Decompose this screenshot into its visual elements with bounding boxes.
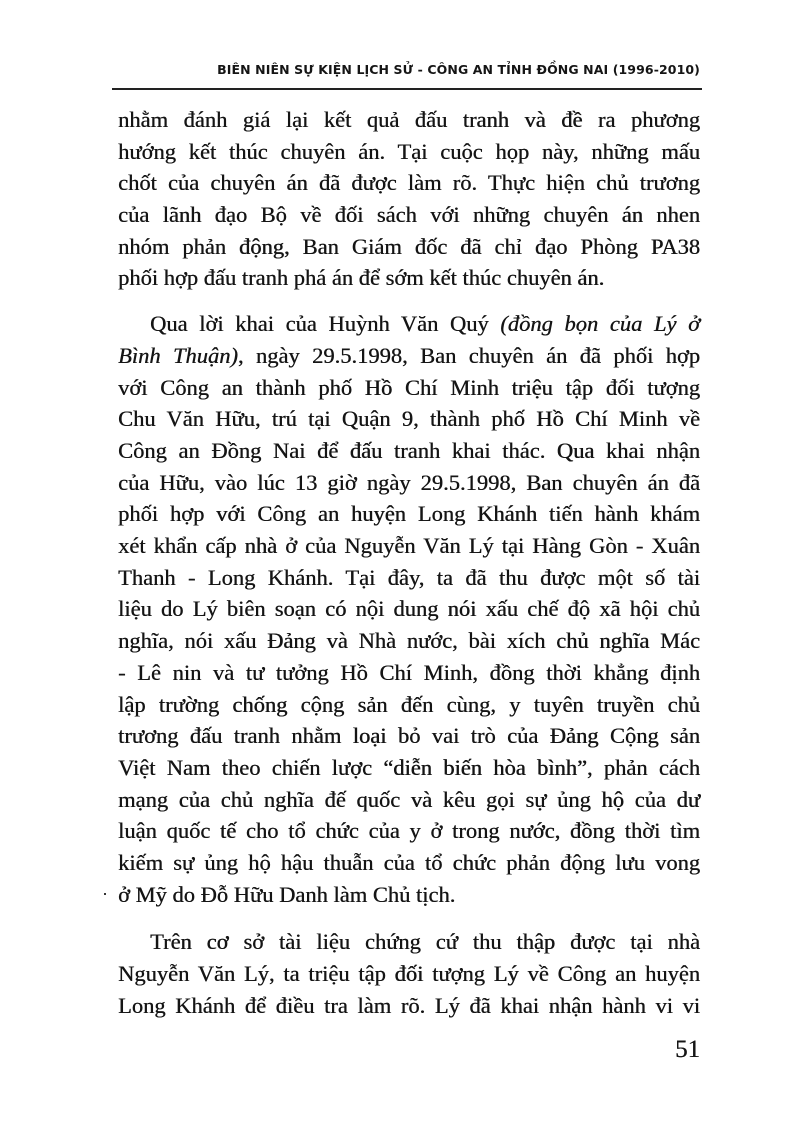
text-line: Chu Văn Hữu, trú tại Quận 9, thành phố Hồ Chí Minh về: [118, 406, 700, 431]
page-number: 51: [675, 1036, 700, 1063]
text-line: chốt của chuyên án đã được làm rõ. Thực hiện chủ trương: [118, 170, 700, 195]
text-line: xét khẩn cấp nhà ở của Nguyễn Văn Lý tại Hàng Gòn - Xuân: [118, 533, 700, 558]
text-line: - Lê nin và tư tưởng Hồ Chí Minh, đồng thời khẳng định: [118, 660, 700, 685]
text-segment: Qua lời khai của Huỳnh Văn Quý: [150, 311, 501, 336]
text-line: Thanh - Long Khánh. Tại đây, ta đã thu được một số tài: [118, 565, 700, 590]
text-line: liệu do Lý biên soạn có nội dung nói xấu chế độ xã hội chủ: [118, 596, 700, 621]
running-header: BIÊN NIÊN SỰ KIỆN LỊCH SỬ - CÔNG AN TỈNH ĐỒNG NAI (1996-2010): [217, 62, 700, 77]
text-line: với Công an thành phố Hồ Chí Minh triệu tập đối tượng: [118, 375, 700, 400]
text-line: Trên cơ sở tài liệu chứng cứ thu thập được tại nhà: [150, 929, 700, 954]
text-line: nghĩa, nói xấu Đảng và Nhà nước, bài xích chủ nghĩa Mác: [118, 628, 700, 653]
header-rule: [112, 88, 702, 90]
text-line: của Hữu, vào lúc 13 giờ ngày 29.5.1998, Ban chuyên án đã: [118, 470, 700, 495]
text-line: Công an Đồng Nai để đấu tranh khai thác. Qua khai nhận: [118, 438, 700, 463]
text-segment: , ngày 29.5.1998, Ban chuyên án đã phối hợp: [237, 343, 700, 368]
text-line: phối hợp với Công an huyện Long Khánh tiến hành khám: [118, 501, 700, 526]
italic-segment: Bình Thuận): [118, 343, 238, 368]
text-line: kiếm sự ủng hộ hậu thuẫn của tổ chức phản động lưu vong: [118, 850, 700, 875]
text-line: Long Khánh để điều tra làm rõ. Lý đã khai nhận hành vi vi: [118, 993, 700, 1018]
text-line: Việt Nam theo chiến lược “diễn biến hòa bình”, phản cách: [118, 755, 700, 780]
text-line: Nguyễn Văn Lý, ta triệu tập đối tượng Lý về Công an huyện: [118, 961, 700, 986]
scan-speck: [104, 893, 106, 895]
text-line: hướng kết thúc chuyên án. Tại cuộc họp này, những mấu: [118, 139, 700, 164]
text-line: [118, 341, 700, 371]
text-line: [150, 309, 700, 339]
text-line: trương đấu tranh nhằm loại bỏ vai trò của Đảng Cộng sản: [118, 723, 700, 748]
text-line: nhằm đánh giá lại kết quả đấu tranh và đề ra phương: [118, 107, 700, 132]
text-line: luận quốc tế cho tổ chức của y ở trong nước, đồng thời tìm: [118, 818, 700, 843]
text-line: nhóm phản động, Ban Giám đốc đã chỉ đạo Phòng PA38: [118, 234, 700, 259]
text-line: của lãnh đạo Bộ về đối sách với những chuyên án nhen: [118, 202, 700, 227]
text-line: mạng của chủ nghĩa đế quốc và kêu gọi sự ủng hộ của dư: [118, 787, 700, 812]
text-line: phối hợp đấu tranh phá án để sớm kết thúc chuyên án.: [118, 265, 605, 290]
text-line: ở Mỹ do Đỗ Hữu Danh làm Chủ tịch.: [118, 882, 456, 907]
italic-segment: (đồng bọn của Lý ở: [500, 311, 700, 336]
text-line: lập trường chống cộng sản đến cùng, y tuyên truyền chủ: [118, 692, 700, 717]
